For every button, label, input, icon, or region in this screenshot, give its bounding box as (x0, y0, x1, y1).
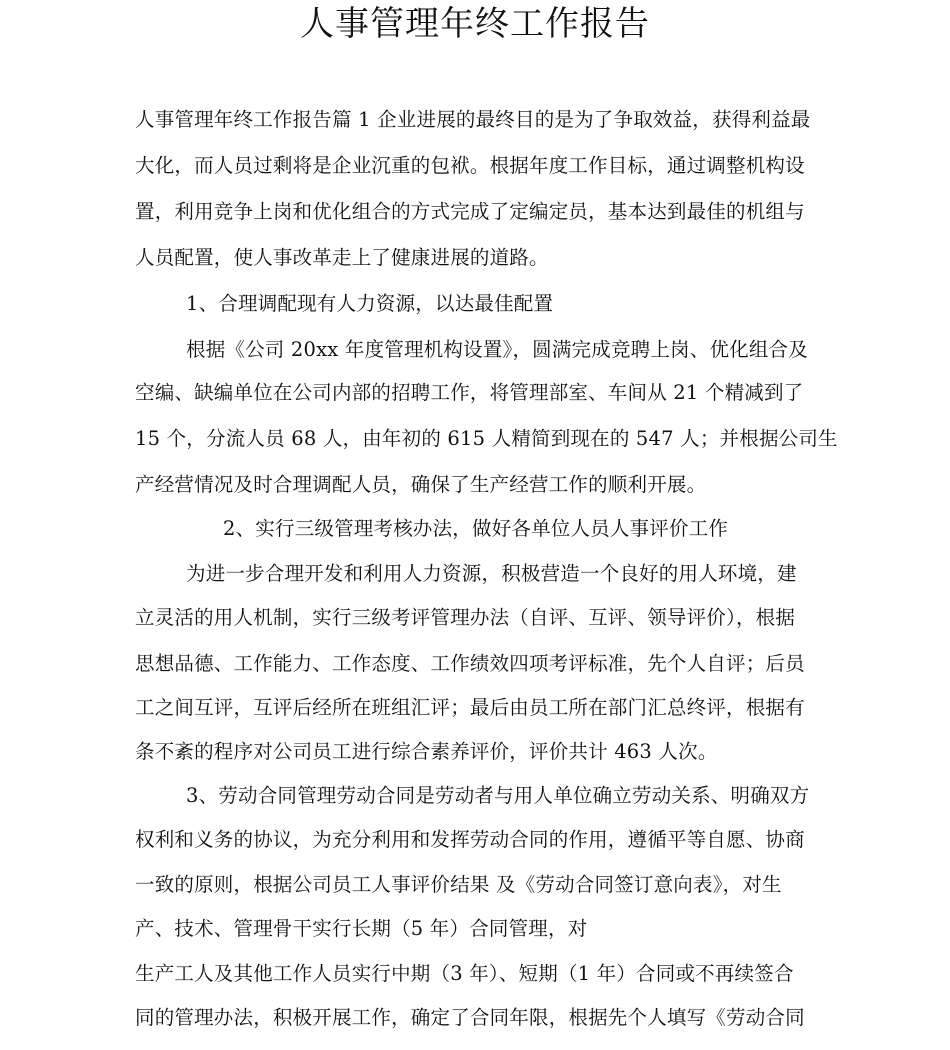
section-heading-1: 1、合理调配现有人力资源，以达最佳配置 (186, 292, 554, 315)
document-title: 人事管理年终工作报告 (300, 4, 650, 44)
body-text-line: 产经营情况及时合理调配人员，确保了生产经营工作的顺利开展。 (135, 473, 707, 496)
section-heading-3: 3、劳动合同管理劳动合同是劳动者与用人单位确立劳动关系、明确双方 (186, 784, 810, 807)
body-text-line: 人事管理年终工作报告篇 1 企业进展的最终目的是为了争取效益，获得利益最 (135, 108, 811, 131)
body-text-line: 同的管理办法，积极开展工作，确定了合同年限，根据先个人填写《劳动合同 (135, 1006, 805, 1029)
body-text-line: 立灵活的用人机制，实行三级考评管理办法（自评、互评、领导评价），根据 (135, 606, 796, 629)
body-text-line: 为进一步合理开发和利用人力资源，积极营造一个良好的用人环境，建 (186, 562, 797, 585)
body-text-line: 思想品德、工作能力、工作态度、工作绩效四项考评标准，先个人自评；后员 (135, 652, 805, 675)
body-text-line: 15 个，分流人员 68 人，由年初的 615 人精简到现在的 547 人；并根据公司生 (135, 427, 838, 450)
body-text-line: 置，利用竞争上岗和优化组合的方式完成了定编定员，基本达到最佳的机组与 (135, 200, 805, 223)
body-text-line: 人员配置，使人事改革走上了健康进展的道路。 (135, 246, 549, 269)
body-text-line: 条不紊的程序对公司员工进行综合素养评价，评价共计 463 人次。 (135, 740, 718, 763)
body-text-line: 权利和义务的协议，为充分利用和发挥劳动合同的作用，遵循平等自愿、协商 (135, 828, 805, 851)
body-text-line: 一致的原则，根据公司员工人事评价结果 及《劳动合同签订意向表》，对生 (135, 873, 782, 896)
body-text-line: 空编、缺编单位在公司内部的招聘工作，将管理部室、车间从 21 个精减到了 (135, 381, 804, 404)
section-heading-2: 2、实行三级管理考核办法，做好各单位人员人事评价工作 (223, 517, 729, 540)
body-text-line: 生产工人及其他工作人员实行中期（3 年）、短期（1 年）合同或不再续签合 (135, 962, 794, 985)
body-text-line: 根据《公司 20xx 年度管理机构设置》，圆满完成竞聘上岗、优化组合及 (186, 338, 808, 361)
body-text-line: 产、技术、管理骨干实行长期（5 年）合同管理，对 (135, 917, 588, 940)
body-text-line: 大化，而人员过剩将是企业沉重的包袱。根据年度工作目标，通过调整机构设 (135, 154, 805, 177)
body-text-line: 工之间互评，互评后经所在班组汇评；最后由员工所在部门汇总终评，根据有 (135, 696, 805, 719)
